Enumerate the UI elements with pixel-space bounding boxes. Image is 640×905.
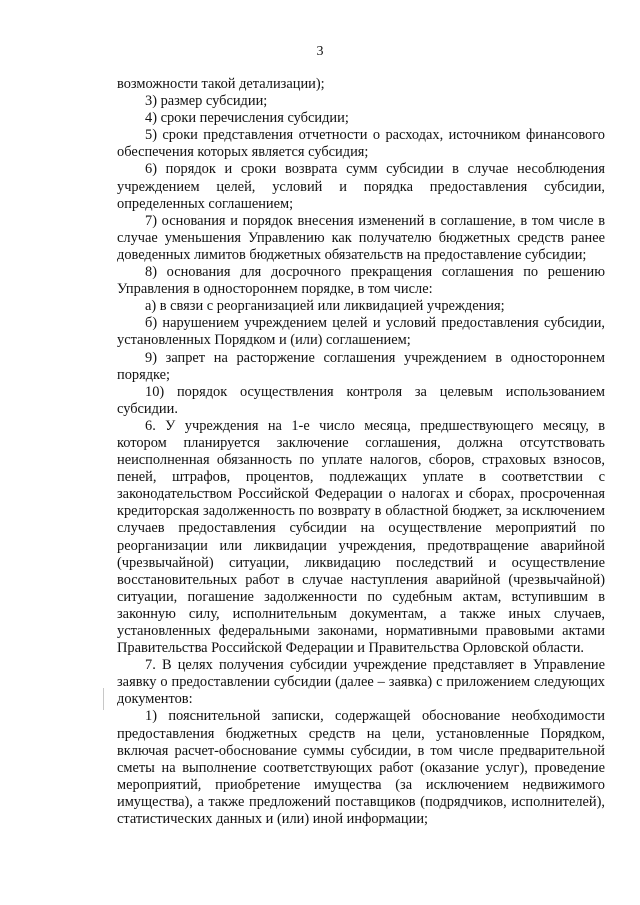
- paragraph: возможности такой детализации);: [117, 76, 325, 92]
- paragraph: 9) запрет на расторжение соглашения учреждением в одностороннем порядке;: [117, 349, 605, 383]
- paragraph: 6) порядок и сроки возврата сумм субсидии в случае несоблюдения учреждением целей, условий и порядка предоставления субсидии, определенных соглашением;: [117, 161, 605, 212]
- paragraph: 10) порядок осуществления контроля за целевым использованием субсидии.: [117, 383, 605, 417]
- margin-mark: [103, 688, 104, 710]
- paragraph: 4) сроки перечисления субсидии;: [145, 110, 349, 127]
- document-body: [117, 76, 605, 828]
- paragraph: 7) основания и порядок внесения изменений в соглашение, в том числе в случае уменьшения Управлению как получателю бюджетных средств ранее доведенных лимитов бюджетных обязательств на предоставление субсидии;: [117, 212, 605, 263]
- paragraph: 5) сроки представления отчетности о расходах, источником финансового обеспечения которых является субсидия;: [117, 127, 605, 161]
- paragraph: 1) пояснительной записки, содержащей обоснование необходимости предоставления бюджетных средств на цели, установленные Порядком, включая расчет-обоснование суммы субсидии, в том числе предварительной сметы на выполнение соответствующих работ (оказание услуг), проведение мероприятий, приобретение имущества (за исключением недвижимого имущества), а также предложений поставщиков (подрядчиков, исполнителей), статистических данных и (или) иной информации;: [117, 708, 605, 828]
- paragraph: б) нарушением учреждением целей и условий предоставления субсидии, установленных Порядком и (или) соглашением;: [117, 315, 605, 349]
- paragraph: 8) основания для досрочного прекращения соглашения по решению Управления в одностороннем порядке, в том числе:: [117, 264, 605, 298]
- paragraph: а) в связи с реорганизацией или ликвидацией учреждения;: [145, 298, 505, 315]
- paragraph: 3) размер субсидии;: [145, 93, 268, 110]
- page-number: 3: [316, 44, 324, 59]
- paragraph: 7. В целях получения субсидии учреждение представляет в Управление заявку о предоставлении субсидии (далее – заявка) с приложением следующих документов:: [117, 657, 605, 708]
- paragraph: 6. У учреждения на 1-е число месяца, предшествующего месяцу, в котором планируется заключение соглашения, должна отсутствовать неисполненная обязанность по уплате налогов, сборов, страховых взносов, пеней, штрафов, процентов, подлежащих уплате в соответствии с законодательством Российской Федерации о налогах и сборах, просроченная кредиторская задолженность по возврату в областной бюджет, за исключением случаев предоставления субсидии на осуществление мероприятий по реорганизации или ликвидации учреждения, предотвращение аварийной (чрезвычайной) ситуации, ликвидацию последствий и осуществление восстановительных работ в случае наступления аварийной (чрезвычайной) ситуации, погашение задолженности по судебным актам, вступившим в законную силу, исполнительным документам, а также иных случаев, установленных федеральными законами, нормативными правовыми актами Правительства Российской Федерации и Правительства Орловской области.: [117, 417, 605, 657]
